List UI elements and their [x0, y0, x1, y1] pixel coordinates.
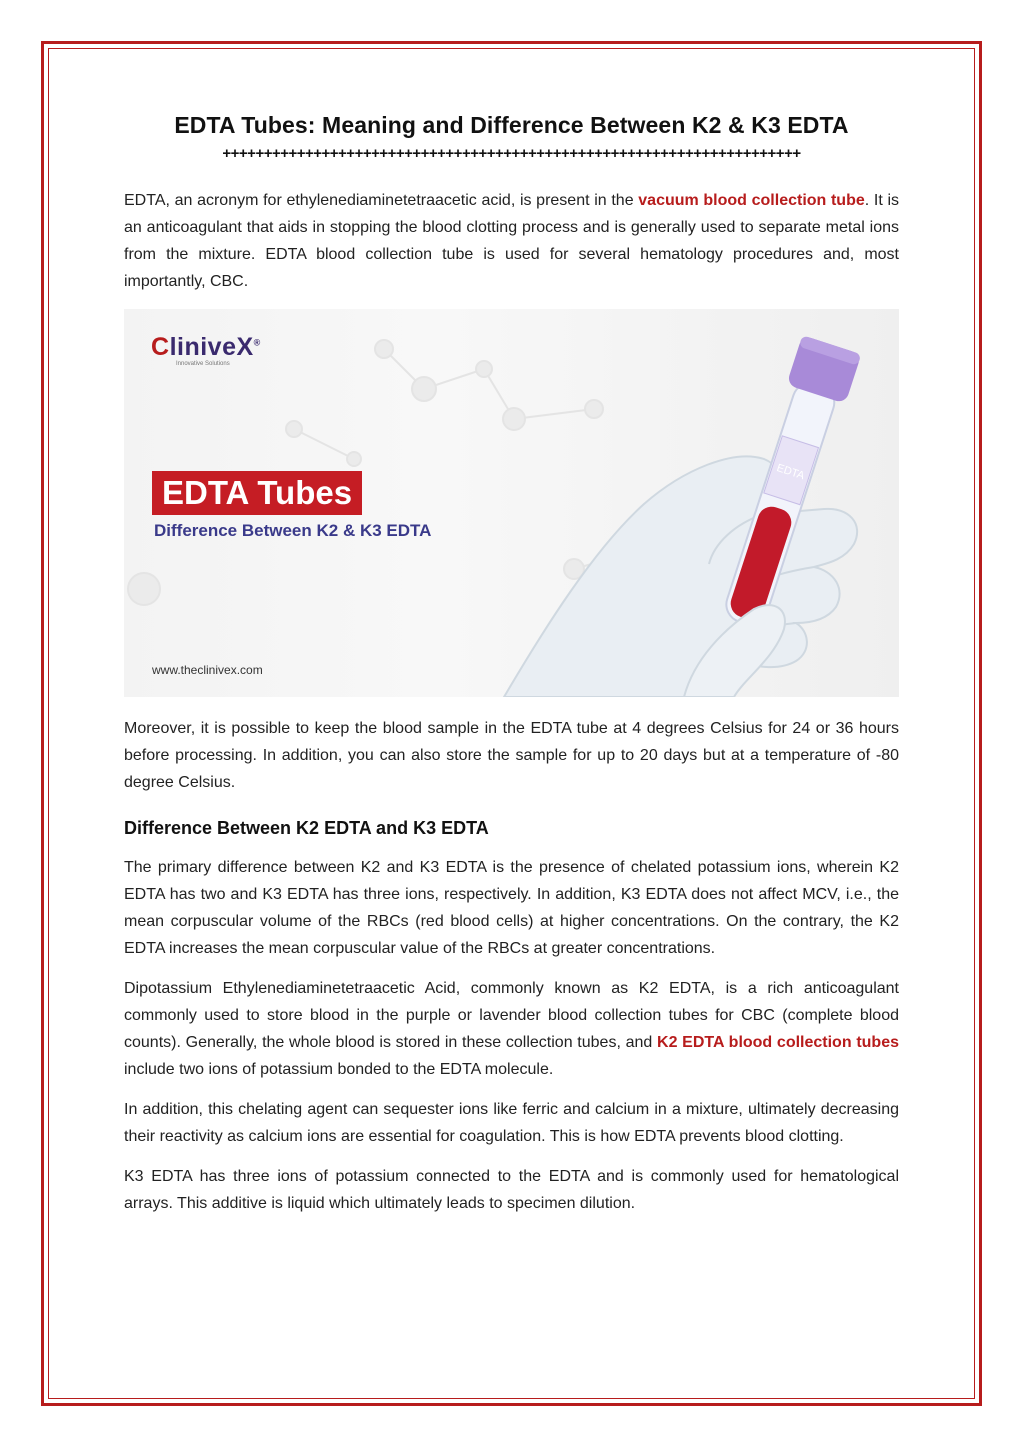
difference-paragraph: The primary difference between K2 and K3 EDTA is the presence of chelated potassium ions, wherein K2 EDTA has two and K3 EDTA has three ions, respectively. In addition, K3 EDTA does not affect MCV, i.e., the mean corpuscular volume of the RBCs (red blood cells) at higher concentrations. On the contrary, the K2 EDTA increases the mean corpuscular value of the RBCs at greater concentrations. — [124, 859, 899, 957]
k2-edta-tubes-link[interactable]: K2 EDTA blood collection tubes — [657, 1034, 899, 1051]
article — [124, 112, 899, 1230]
hero-url: www.theclinivex.com — [152, 663, 263, 677]
vacuum-blood-collection-tube-link[interactable]: vacuum blood collection tube — [638, 192, 865, 209]
storage-paragraph: Moreover, it is possible to keep the blood sample in the EDTA tube at 4 degrees Celsius for 24 or 36 hours before processing. In addition, you can also store the sample for up to 20 days but at a temperature of -80 degree Celsius. — [124, 720, 899, 791]
separator-line: ++++++++++++++++++++++++++++++++++++++++++++++++++++++++++++++++++++++ — [222, 145, 801, 162]
k3-paragraph: K3 EDTA has three ions of potassium connected to the EDTA and is commonly used for hematological arrays. This additive is liquid which ultimately leads to specimen dilution. — [124, 1168, 899, 1212]
hero-subtitle: Difference Between K2 & K3 EDTA — [154, 521, 432, 540]
intro-paragraph — [124, 187, 899, 295]
logo-tagline: Innovative Solutions — [176, 361, 230, 367]
hero-badge: EDTA Tubes — [152, 471, 362, 515]
k2-text-end: include two ions of potassium bonded to the EDTA molecule. — [124, 1061, 554, 1078]
section-heading: Difference Between K2 EDTA and K3 EDTA — [124, 818, 489, 838]
k2-text-start: Dipotassium Ethylenediaminetetraacetic Acid, commonly known as K2 EDTA, is a rich anticoagulant commonly used to store blood in the purple or lavender blood collection tubes for CBC (complete blood counts). Generally, the whole blood is stored in these collection tubes, and — [124, 980, 899, 1051]
chelating-paragraph: In addition, this chelating agent can sequester ions like ferric and calcium in a mixture, ultimately decreasing their reactivity as calcium ions are essential for coagulation. This is how EDTA prevents blood clotting. — [124, 1101, 899, 1145]
hero-image — [124, 309, 899, 697]
intro-text-start: EDTA, an acronym for ethylenediaminetetraacetic acid, is present in the — [124, 192, 639, 209]
page-title: EDTA Tubes: Meaning and Difference Between K2 & K3 EDTA — [174, 112, 849, 138]
clinivex-logo: CliniveX® — [151, 333, 261, 361]
k2-paragraph — [124, 975, 899, 1083]
intro-text-end: . It is an anticoagulant that aids in stopping the blood clotting process and is generally used to separate metal ions from the mixture. EDTA blood collection tube is used for several hematology procedures and, most importantly, CBC. — [124, 192, 900, 290]
tube-label: EDTA — [775, 462, 806, 483]
